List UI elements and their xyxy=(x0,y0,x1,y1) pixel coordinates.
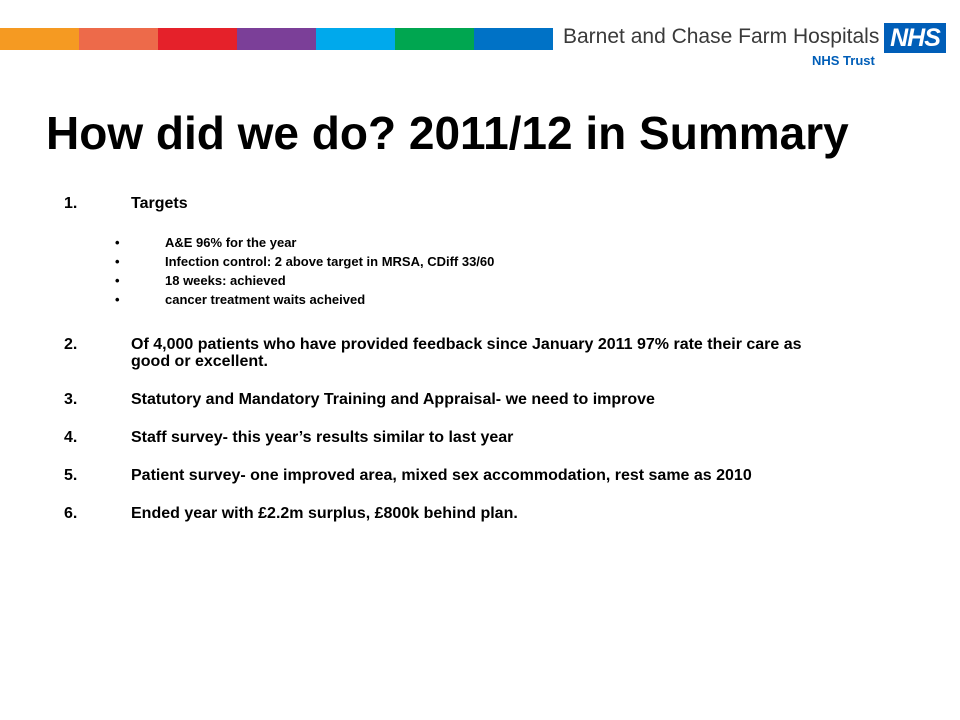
color-segment-green xyxy=(395,28,474,50)
sublist-item xyxy=(64,252,844,271)
bullet-icon: • xyxy=(115,273,120,288)
header-color-bar xyxy=(0,28,553,50)
item-number: 3. xyxy=(64,391,78,408)
summary-item-targets xyxy=(64,195,844,212)
item-text: Of 4,000 patients who have provided feedback since January 2011 97% rate their care as good or excellent. xyxy=(131,336,802,370)
organisation-subtitle: NHS Trust xyxy=(812,53,875,68)
color-segment-purple xyxy=(237,28,316,50)
color-segment-red xyxy=(158,28,237,50)
item-text: Ended year with £2.2m surplus, £800k behind plan. xyxy=(131,505,518,522)
item-number: 1. xyxy=(64,195,78,212)
bullet-icon: • xyxy=(115,235,120,250)
sublist-item xyxy=(64,290,844,309)
bullet-icon: • xyxy=(115,292,120,307)
summary-item-patient-survey xyxy=(64,467,844,484)
sublist-item xyxy=(64,271,844,290)
color-segment-light-blue xyxy=(316,28,395,50)
slide-title: How did we do? 2011/12 in Summary xyxy=(46,107,849,159)
item-number: 6. xyxy=(64,505,78,522)
item-number: 4. xyxy=(64,429,78,446)
sublist-item-text: Infection control: 2 above target in MRSA, CDiff 33/60 xyxy=(165,254,495,269)
nhs-logo: NHS xyxy=(884,23,946,53)
color-segment-blue xyxy=(474,28,553,50)
item-text: Statutory and Mandatory Training and Appraisal- we need to improve xyxy=(131,391,655,408)
targets-sublist xyxy=(64,233,844,309)
sublist-item-text: 18 weeks: achieved xyxy=(165,273,286,288)
summary-item-feedback xyxy=(64,336,844,370)
item-text: Staff survey- this year’s results similar to last year xyxy=(131,429,514,446)
sublist-item-text: A&E 96% for the year xyxy=(165,235,297,250)
item-text: Patient survey- one improved area, mixed sex accommodation, rest same as 2010 xyxy=(131,467,752,484)
summary-item-training xyxy=(64,391,844,408)
item-text: Targets xyxy=(131,195,188,212)
color-segment-orange xyxy=(0,28,79,50)
color-segment-coral xyxy=(79,28,158,50)
item-number: 5. xyxy=(64,467,78,484)
bullet-icon: • xyxy=(115,254,120,269)
sublist-item xyxy=(64,233,844,252)
sublist-item-text: cancer treatment waits acheived xyxy=(165,292,366,307)
summary-item-staff-survey xyxy=(64,429,844,446)
summary-list xyxy=(64,195,844,522)
organisation-name: Barnet and Chase Farm Hospitals xyxy=(563,25,880,48)
item-number: 2. xyxy=(64,336,78,353)
summary-item-finance xyxy=(64,505,844,522)
